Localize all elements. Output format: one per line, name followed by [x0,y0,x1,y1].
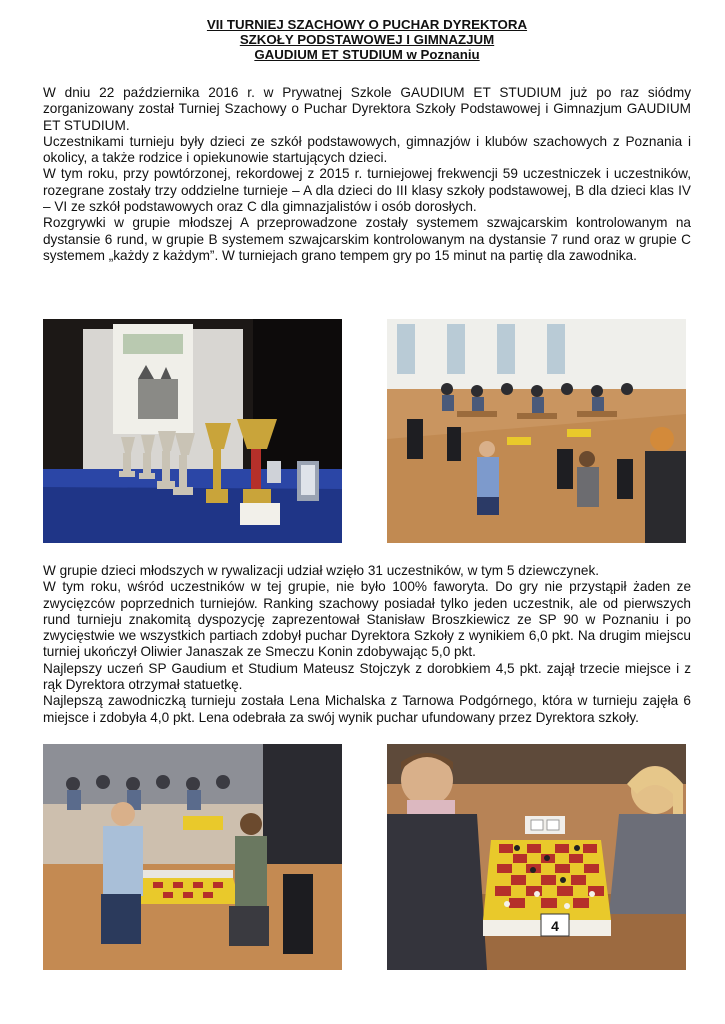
photo-tournament-hall [387,319,686,543]
title-line-1: VII TURNIEJ SZACHOWY O PUCHAR DYREKTORA [206,17,528,32]
photo-trophies [43,319,342,543]
intro-paragraph-3: W tym roku, przy powtórzonej, rekordowej z 2015 r. turniejowej frekwencji 59 uczestniczek i uczestników, rozegrane zostały trzy oddzielne turnieje – A dla dzieci do III klasy szkoły podstawowej, B dla dzieci klas IV – VI ze szkół podstawowych oraz C dla gimnazjalistów i osób dorosłych. [43,166,691,215]
results-paragraph-4: Najlepszą zawodniczką turnieju została Lena Michalska z Tarnowa Podgórnego, która w turnieju zajęła 6 miejsce i zdobyła 4,0 pkt. Lena odebrała za swój wynik puchar ufundowany przez Dyrektora szkoły. [43,693,691,725]
intro-text [43,85,691,264]
document-title [43,17,691,62]
intro-paragraph-4: Rozgrywki w grupie młodszej A przeprowadzone zostały systemem szwajcarskim kontrolowanym na dystansie 6 rund, w grupie B systemem szwajcarskim kontrolowanym na dystansie 7 rund oraz w grupie C systemem „każdy z każdym”. W turniejach grano tempem gry po 15 minut na partię dla zawodnika. [43,215,691,263]
intro-paragraph-2: Uczestnikami turnieju były dzieci ze szkół podstawowych, gimnazjów i klubów szachowych z Poznania i okolicy, a także rodzice i opiekunowie startujących dzieci. [43,133,691,166]
title-line-3: GAUDIUM ET STUDIUM w Poznaniu [254,47,480,62]
results-text [43,563,691,726]
photo-board-four [387,744,686,970]
photo-boys-playing [43,744,342,970]
board-number-label: 4 [551,918,559,934]
title-line-2: SZKOŁY PODSTAWOWEJ I GIMNAZJUM [239,32,495,47]
intro-paragraph-1: W dniu 22 października 2016 r. w Prywatnej Szkole GAUDIUM ET STUDIUM już po raz siódmy zorganizowany został Turniej Szachowy o Puchar Dyrektora Szkoły Podstawowej i Gimnazjum GAUDIUM ET STUDIUM. [43,85,691,133]
results-paragraph-2: W tym roku, wśród uczestników w tej grupie, nie było 100% faworyta. Do gry nie przystąpił żaden ze zwycięzców poprzednich turniejów. Ranking szachowy posiadał tylko jeden uczestnik, ale od pierwszych rund turnieju znakomitą dyspozycję zaprezentował Stanisław Broszkiewicz ze SP 90 w Poznaniu i po zwycięstwie we wszystkich partiach zdobył puchar Dyrektora Szkoły z wynikiem 6,0 pkt. Na drugim miejscu turniej ukończył Oliwier Janaszak ze Smeczu Konin zdobywając 5,0 pkt. [43,579,691,660]
results-paragraph-1: W grupie dzieci młodszych w rywalizacji udział wzięło 31 uczestników, w tym 5 dziewczynek. [43,563,600,578]
results-paragraph-3: Najlepszy uczeń SP Gaudium et Studium Mateusz Stojczyk z dorobkiem 4,5 pkt. zajął trzecie miejsce i z rąk Dyrektora otrzymał statuetkę. [43,660,691,693]
